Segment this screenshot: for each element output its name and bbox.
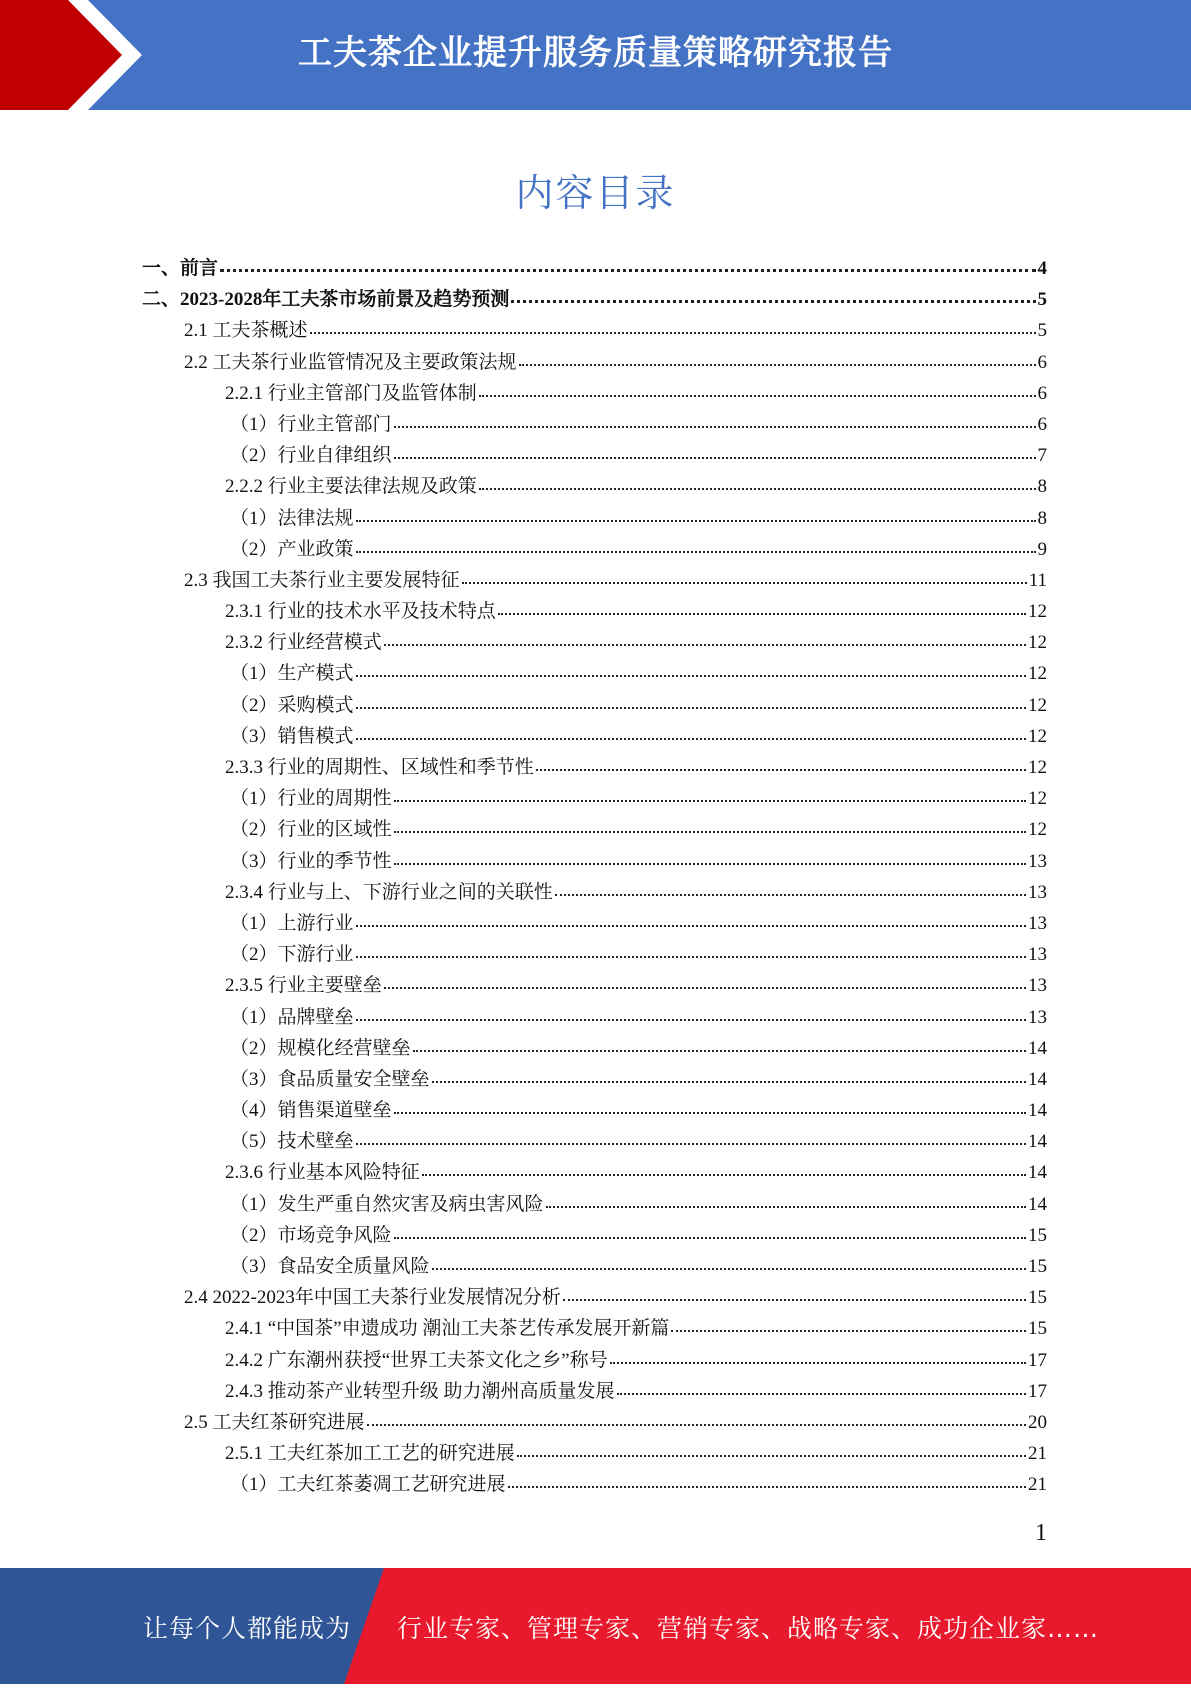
toc-dot-leader bbox=[479, 389, 1036, 397]
toc-heading: 内容目录 bbox=[515, 171, 676, 215]
toc-entry[interactable] bbox=[142, 783, 1047, 814]
toc-entry-page: 9 bbox=[1037, 538, 1047, 560]
toc-entry[interactable] bbox=[142, 378, 1047, 409]
toc-entry-title: 2.3.3 行业的周期性、区域性和季节性 bbox=[225, 757, 534, 778]
toc-entry-page: 14 bbox=[1028, 1162, 1047, 1184]
toc-entry-title: （2）产业政策 bbox=[230, 538, 354, 560]
report-footer bbox=[0, 1568, 1191, 1684]
toc-entry-page: 13 bbox=[1028, 975, 1047, 997]
toc-entry-page: 6 bbox=[1037, 413, 1047, 435]
toc-entry-page: 14 bbox=[1028, 1131, 1047, 1153]
toc-entry-page: 14 bbox=[1028, 1193, 1047, 1215]
toc-dot-leader bbox=[479, 482, 1036, 490]
toc-entry-title: 2.2.2 行业主要法律法规及政策 bbox=[225, 476, 477, 498]
toc-entry-title: （1）法律法规 bbox=[230, 507, 354, 529]
toc-dot-leader bbox=[517, 1449, 1026, 1457]
toc-entry-title: （2）行业的区域性 bbox=[230, 819, 392, 841]
toc-entry-page: 11 bbox=[1028, 569, 1047, 591]
toc-dot-leader bbox=[555, 888, 1026, 896]
toc-entry-page: 12 bbox=[1028, 694, 1047, 716]
toc-entry-title: 2.3.4 行业与上、下游行业之间的关联性 bbox=[225, 881, 553, 903]
toc-dot-leader bbox=[610, 1356, 1026, 1364]
toc-entry-page: 21 bbox=[1028, 1443, 1047, 1465]
toc-entry-title: 2.2.1 行业主管部门及监管体制 bbox=[225, 382, 477, 404]
toc-entry[interactable] bbox=[142, 503, 1047, 534]
toc-entry-title: 2.3.6 行业基本风险特征 bbox=[225, 1162, 420, 1184]
toc-entry[interactable] bbox=[142, 970, 1047, 1001]
toc-entry-title: （3）行业的季节性 bbox=[230, 850, 392, 872]
toc-entry[interactable] bbox=[142, 1251, 1047, 1282]
toc-entry[interactable] bbox=[142, 1282, 1047, 1313]
toc-entry-page: 13 bbox=[1028, 944, 1047, 966]
toc-entry-page: 7 bbox=[1037, 445, 1047, 467]
toc-entry-page: 13 bbox=[1028, 881, 1047, 903]
toc-dot-leader bbox=[356, 669, 1026, 677]
toc-entry-page: 12 bbox=[1028, 632, 1047, 654]
toc-entry-page: 14 bbox=[1028, 1100, 1047, 1122]
report-title: 工夫茶企业提升服务质量策略研究报告 bbox=[298, 33, 893, 73]
toc-entry[interactable] bbox=[142, 347, 1047, 378]
toc-entry-page: 5 bbox=[1037, 320, 1047, 342]
toc-entry-page: 15 bbox=[1028, 1287, 1047, 1309]
toc-entry-title: （1）发生严重自然灾害及病虫害风险 bbox=[230, 1193, 544, 1215]
toc-entry-page: 6 bbox=[1037, 382, 1047, 404]
toc-entry-title: （3）食品质量安全壁垒 bbox=[230, 1068, 430, 1090]
toc-dot-leader bbox=[356, 950, 1026, 958]
toc-entry[interactable] bbox=[142, 315, 1047, 346]
toc-entry-title: （1）行业主管部门 bbox=[230, 413, 392, 435]
toc-dot-leader bbox=[394, 825, 1026, 833]
toc-dot-leader bbox=[511, 294, 1035, 303]
toc-entry[interactable] bbox=[142, 877, 1047, 908]
toc-entry-title: （2）行业自律组织 bbox=[230, 445, 392, 467]
toc-dot-leader bbox=[422, 1168, 1026, 1176]
toc-entry-page: 13 bbox=[1028, 1006, 1047, 1028]
toc-entry-page: 12 bbox=[1028, 725, 1047, 747]
toc-entry-page: 17 bbox=[1028, 1380, 1047, 1402]
toc-dot-leader bbox=[432, 1075, 1026, 1083]
toc-dot-leader bbox=[536, 763, 1026, 771]
toc-entry-page: 8 bbox=[1037, 507, 1047, 529]
toc-entry[interactable] bbox=[142, 440, 1047, 471]
toc-entry-title: （2）下游行业 bbox=[230, 944, 354, 966]
toc-entry[interactable] bbox=[142, 1002, 1047, 1033]
toc-entry-title: （5）技术壁垒 bbox=[230, 1131, 354, 1153]
toc-entry[interactable] bbox=[142, 1376, 1047, 1407]
toc-entry-page: 5 bbox=[1037, 289, 1047, 311]
toc-dot-leader bbox=[413, 1044, 1026, 1052]
toc-dot-leader bbox=[394, 420, 1036, 428]
toc-entry-page: 12 bbox=[1028, 601, 1047, 623]
toc-entry-title: 2.5.1 工夫红茶加工工艺的研究进展 bbox=[225, 1443, 515, 1465]
toc-entry-title: （2）规模化经营壁垒 bbox=[230, 1037, 411, 1059]
toc-dot-leader bbox=[563, 1293, 1026, 1301]
toc-entry-page: 21 bbox=[1028, 1474, 1047, 1496]
toc-entry-title: 2.5 工夫红茶研究进展 bbox=[184, 1411, 365, 1433]
toc-entry-title: （1）品牌壁垒 bbox=[230, 1006, 354, 1028]
toc-dot-leader bbox=[356, 1013, 1026, 1021]
toc-entry-page: 14 bbox=[1028, 1068, 1047, 1090]
table-of-contents bbox=[142, 253, 1047, 1501]
toc-entry-page: 12 bbox=[1028, 819, 1047, 841]
toc-dot-leader bbox=[498, 607, 1026, 615]
toc-dot-leader bbox=[367, 1418, 1026, 1426]
toc-entry[interactable] bbox=[142, 814, 1047, 845]
toc-entry[interactable] bbox=[142, 939, 1047, 970]
toc-entry-title: （1）工夫红茶萎凋工艺研究进展 bbox=[230, 1474, 506, 1496]
toc-entry[interactable] bbox=[142, 471, 1047, 502]
toc-entry-page: 13 bbox=[1028, 912, 1047, 934]
toc-dot-leader bbox=[519, 358, 1036, 366]
toc-entry[interactable] bbox=[142, 908, 1047, 939]
toc-entry[interactable] bbox=[142, 846, 1047, 877]
toc-dot-leader bbox=[356, 1137, 1026, 1145]
toc-entry-page: 13 bbox=[1028, 850, 1047, 872]
toc-entry[interactable] bbox=[142, 596, 1047, 627]
toc-entry-title: 2.3.2 行业经营模式 bbox=[225, 632, 382, 654]
toc-entry[interactable] bbox=[142, 253, 1047, 284]
toc-dot-leader bbox=[356, 545, 1036, 553]
toc-entry-page: 17 bbox=[1028, 1349, 1047, 1371]
toc-entry-title: 2.3 我国工夫茶行业主要发展特征 bbox=[184, 569, 460, 591]
toc-entry-page: 15 bbox=[1028, 1318, 1047, 1340]
toc-entry-title: 2.2 工夫茶行业监管情况及主要政策法规 bbox=[184, 351, 517, 373]
toc-entry[interactable] bbox=[142, 752, 1047, 783]
toc-entry[interactable] bbox=[142, 534, 1047, 565]
toc-entry-title: 2.4.2 广东潮州获授“世界工夫茶文化之乡”称号 bbox=[225, 1349, 608, 1371]
toc-entry[interactable] bbox=[142, 1438, 1047, 1469]
toc-entry[interactable] bbox=[142, 1064, 1047, 1095]
toc-entry[interactable] bbox=[142, 565, 1047, 596]
toc-entry[interactable] bbox=[142, 1126, 1047, 1157]
toc-dot-leader bbox=[462, 576, 1027, 584]
report-header bbox=[0, 0, 1191, 110]
toc-entry-title: 2.4.3 推动茶产业转型升级 助力潮州高质量发展 bbox=[225, 1380, 615, 1402]
toc-dot-leader bbox=[546, 1200, 1026, 1208]
toc-entry-title: （2）市场竞争风险 bbox=[230, 1224, 392, 1246]
toc-entry[interactable] bbox=[142, 658, 1047, 689]
toc-entry[interactable] bbox=[142, 409, 1047, 440]
toc-dot-leader bbox=[220, 263, 1035, 272]
footer-slogan-right: 行业专家、管理专家、营销专家、战略专家、成功企业家…… bbox=[397, 1614, 1100, 1643]
toc-dot-leader bbox=[356, 732, 1026, 740]
toc-entry[interactable] bbox=[142, 1157, 1047, 1188]
toc-entry-title: （3）食品安全质量风险 bbox=[230, 1256, 430, 1277]
toc-entry[interactable] bbox=[142, 1220, 1047, 1251]
toc-dot-leader bbox=[394, 794, 1026, 802]
toc-entry-title: 2.4.1 “中国茶”申遗成功 潮汕工夫茶艺传承发展开新篇 bbox=[225, 1318, 670, 1340]
toc-dot-leader bbox=[310, 326, 1036, 334]
toc-entry-title: （1）上游行业 bbox=[230, 912, 354, 934]
toc-entry-title: 二、2023-2028年工夫茶市场前景及趋势预测 bbox=[142, 289, 510, 311]
toc-entry[interactable] bbox=[142, 1407, 1047, 1438]
toc-dot-leader bbox=[394, 1231, 1026, 1239]
toc-entry[interactable] bbox=[142, 1469, 1047, 1500]
toc-entry-page: 8 bbox=[1037, 476, 1047, 498]
toc-entry-title: （2）采购模式 bbox=[230, 694, 354, 716]
toc-entry-page: 15 bbox=[1028, 1224, 1047, 1246]
toc-entry[interactable] bbox=[142, 1095, 1047, 1126]
toc-entry-title: 一、前言 bbox=[142, 258, 219, 279]
toc-dot-leader bbox=[356, 701, 1026, 709]
toc-entry[interactable] bbox=[142, 1033, 1047, 1064]
toc-dot-leader bbox=[394, 1106, 1026, 1114]
toc-entry[interactable] bbox=[142, 690, 1047, 721]
toc-entry-title: 2.1 工夫茶概述 bbox=[184, 320, 308, 342]
toc-entry-title: （4）销售渠道壁垒 bbox=[230, 1100, 392, 1122]
toc-entry[interactable] bbox=[142, 1189, 1047, 1220]
toc-entry-title: （1）生产模式 bbox=[230, 663, 354, 685]
toc-dot-leader bbox=[508, 1480, 1026, 1488]
toc-entry-page: 20 bbox=[1028, 1411, 1047, 1433]
toc-entry[interactable] bbox=[142, 284, 1047, 315]
toc-dot-leader bbox=[432, 1262, 1026, 1270]
toc-dot-leader bbox=[394, 451, 1036, 459]
toc-dot-leader bbox=[671, 1324, 1026, 1332]
toc-entry[interactable] bbox=[142, 627, 1047, 658]
footer-slogan-left: 让每个人都能成为 bbox=[143, 1614, 352, 1643]
toc-entry-title: 2.4 2022-2023年中国工夫茶行业发展情况分析 bbox=[184, 1287, 561, 1309]
toc-entry-page: 6 bbox=[1037, 351, 1047, 373]
toc-entry[interactable] bbox=[142, 1345, 1047, 1376]
toc-entry[interactable] bbox=[142, 1313, 1047, 1344]
toc-dot-leader bbox=[356, 514, 1036, 522]
toc-entry-page: 12 bbox=[1028, 788, 1047, 810]
toc-dot-leader bbox=[394, 857, 1026, 865]
toc-entry-page: 4 bbox=[1037, 258, 1047, 279]
toc-entry-page: 12 bbox=[1028, 663, 1047, 685]
toc-entry-page: 14 bbox=[1028, 1037, 1047, 1059]
toc-dot-leader bbox=[384, 638, 1026, 646]
toc-entry-title: （3）销售模式 bbox=[230, 725, 354, 747]
toc-dot-leader bbox=[384, 981, 1026, 989]
toc-dot-leader bbox=[356, 919, 1026, 927]
toc-entry-title: （1）行业的周期性 bbox=[230, 788, 392, 810]
toc-entry-page: 15 bbox=[1028, 1256, 1047, 1277]
page-number: 1 bbox=[1035, 1520, 1047, 1546]
toc-entry[interactable] bbox=[142, 721, 1047, 752]
toc-entry-page: 12 bbox=[1028, 757, 1047, 778]
toc-entry-title: 2.3.5 行业主要壁垒 bbox=[225, 975, 382, 997]
toc-entry-title: 2.3.1 行业的技术水平及技术特点 bbox=[225, 601, 496, 623]
toc-dot-leader bbox=[617, 1387, 1026, 1395]
